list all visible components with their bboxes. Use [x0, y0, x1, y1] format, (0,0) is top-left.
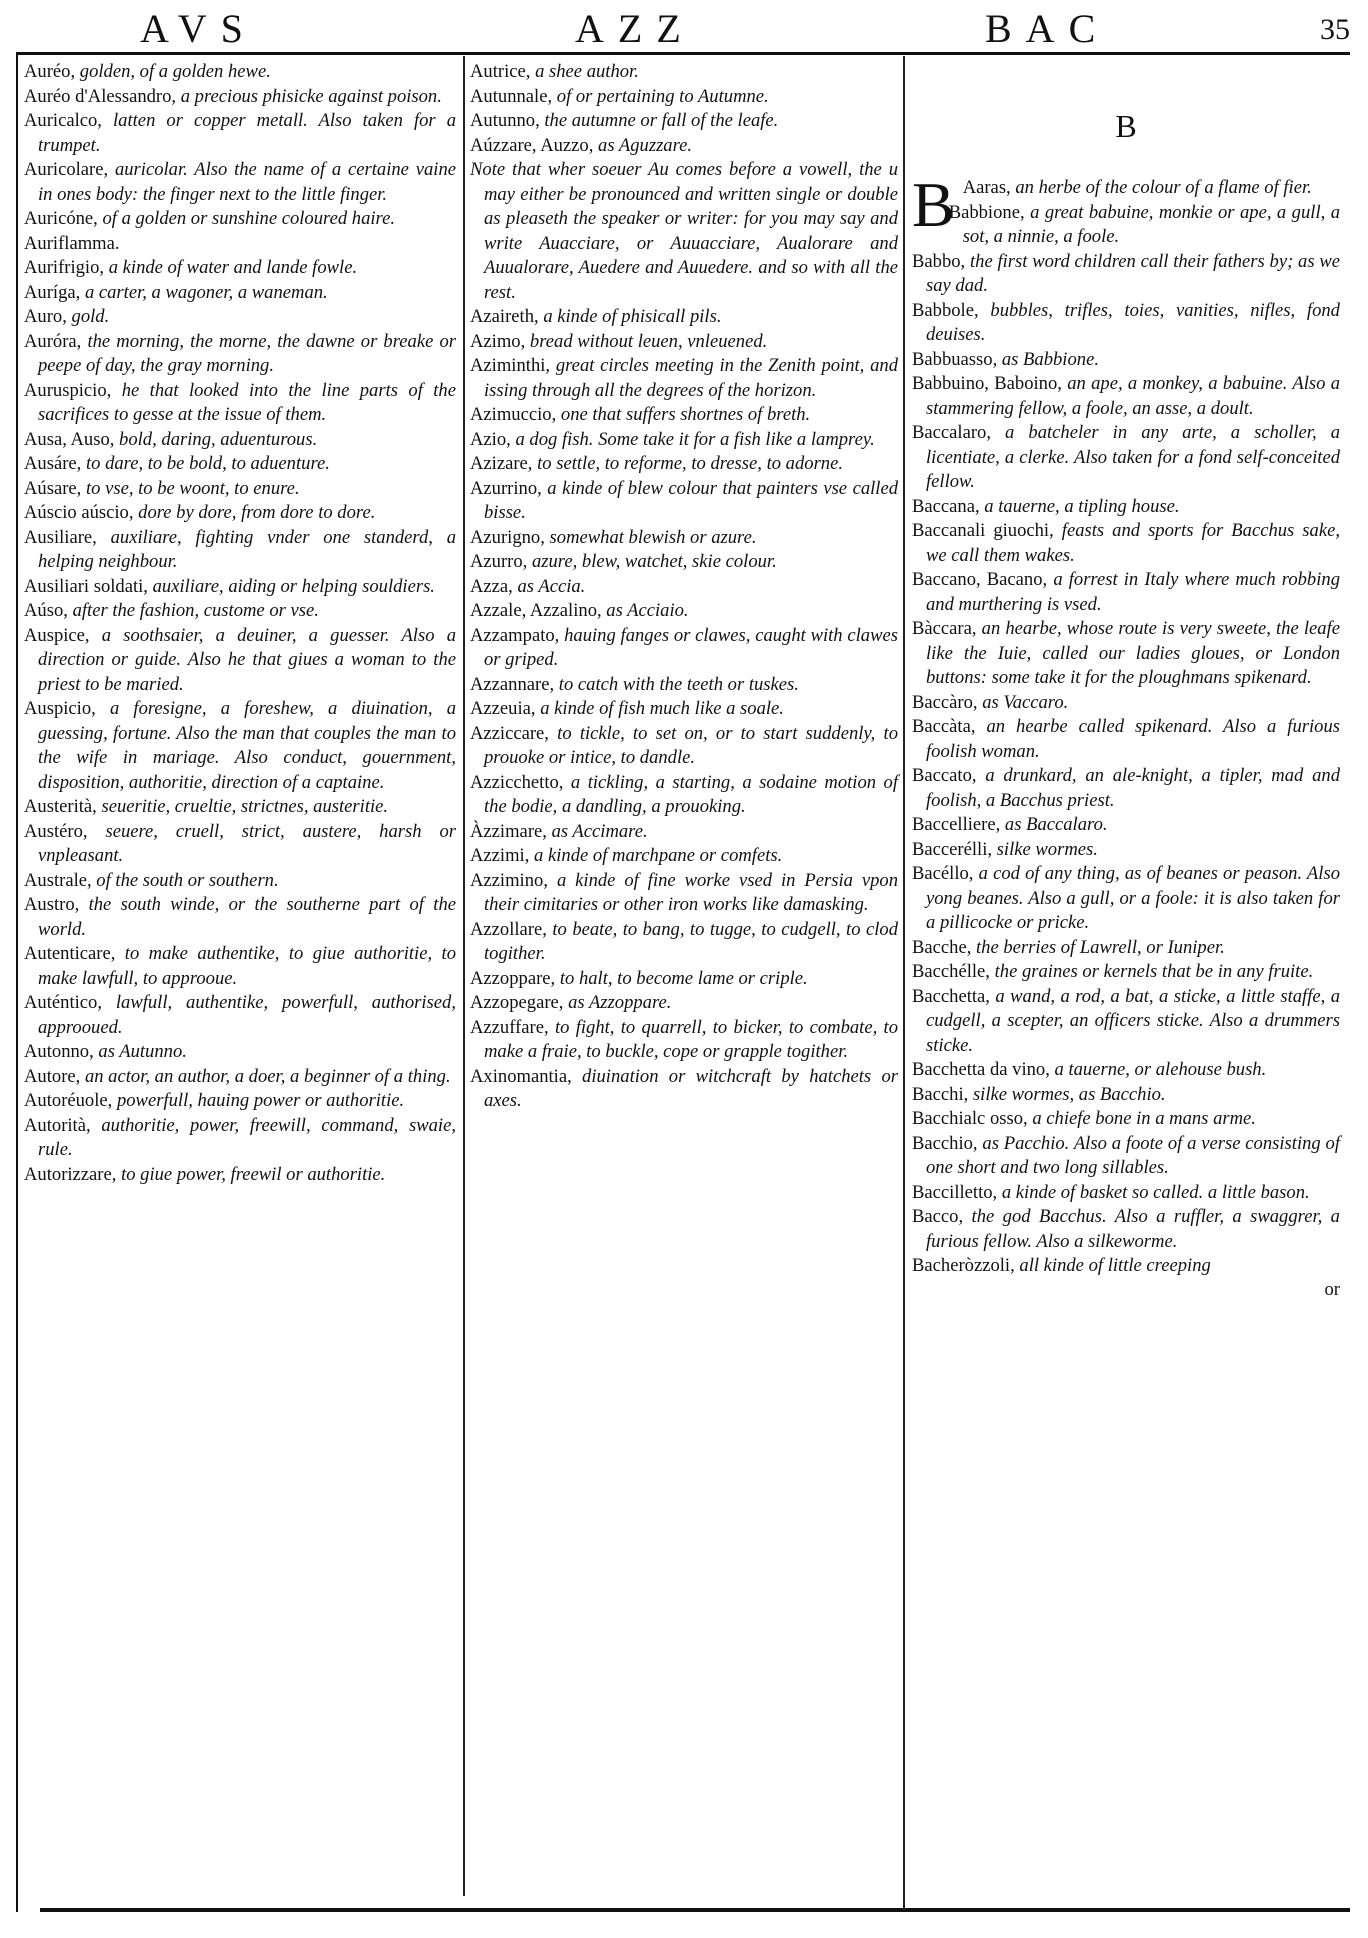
entry-definition: all kinde of little creeping	[1019, 1255, 1211, 1276]
entry-definition: to vse, to be woont, to enure.	[85, 477, 300, 499]
dictionary-entry	[24, 477, 456, 502]
entry-headword: Ausáre,	[24, 453, 82, 474]
entry-headword: Australe,	[24, 869, 92, 891]
entry-definition: a wand, a rod, a bat, a sticke, a little staffe, a cudgell, a scepter, an officers sticke. Also a drummers sticke.	[926, 985, 1340, 1056]
entry-headword: Azurigno,	[470, 526, 545, 548]
dictionary-entry	[470, 330, 898, 355]
entry-headword: Bacchetta,	[912, 985, 990, 1007]
entry-headword: Autenticare,	[24, 943, 116, 964]
dictionary-entry	[24, 1065, 456, 1090]
entry-definition: seuere, cruell, strict, austere, harsh or vnpleasant.	[38, 820, 456, 866]
dictionary-entry	[470, 869, 898, 918]
entry-headword: Azurrino,	[470, 477, 542, 499]
entry-definition: diuination or witchcraft by hatchets or axes.	[484, 1065, 898, 1111]
entry-definition: to dare, to be bold, to aduenture.	[85, 453, 330, 474]
entry-definition: as Accia.	[517, 575, 586, 597]
entry-definition: to tickle, to set on, or to start suddenly, to prouoke or intice, to dandle.	[484, 722, 898, 768]
entry-headword: Babbuino, Baboino,	[912, 373, 1062, 394]
entry-headword: Azzollare,	[470, 918, 547, 940]
entry-definition: a tickling, a starting, a sodaine motion of the bodie, a dandling, a prouoking.	[484, 771, 898, 817]
entry-headword: Àzzimare,	[470, 820, 547, 842]
running-head-left: AVS	[140, 6, 257, 51]
dictionary-entry	[912, 372, 1340, 421]
entry-definition: an herbe of the colour of a flame of fier.	[1015, 177, 1312, 198]
dictionary-entry	[24, 452, 456, 477]
dictionary-entry	[912, 715, 1340, 764]
dictionary-entry	[912, 936, 1340, 961]
entry-headword: Auréo d'Alessandro,	[24, 85, 177, 107]
entry-definition: to beate, to bang, to tugge, to cudgell, to clod togither.	[484, 918, 898, 964]
drop-capital: B	[912, 169, 955, 240]
entry-headword: Autonno,	[24, 1041, 94, 1062]
entry-headword: Azimo,	[470, 330, 526, 352]
entry-definition: bread without leuen, vnleuened.	[529, 330, 768, 352]
entry-definition: bubbles, trifles, toies, vanities, nifles, fond deuises.	[926, 299, 1340, 345]
dictionary-entry	[912, 299, 1340, 348]
entry-headword: Austerità,	[24, 796, 97, 817]
dictionary-entry	[470, 673, 898, 698]
entry-definition: a tauerne, or alehouse bush.	[1054, 1059, 1267, 1080]
entry-headword: Autoréuole,	[24, 1090, 113, 1111]
entry-headword: Azzimi,	[470, 845, 530, 866]
dictionary-entry	[24, 232, 456, 257]
entry-headword: Aúsare,	[24, 477, 82, 499]
page-header	[0, 8, 1368, 50]
entry-headword: Autunnale,	[470, 85, 553, 107]
entry-headword: Bacco,	[912, 1206, 964, 1227]
dictionary-entry	[24, 281, 456, 306]
entry-definition: as Baccalaro.	[1004, 814, 1108, 835]
entry-headword: Auréo,	[24, 61, 76, 82]
entry-headword: Auriflamma.	[24, 232, 120, 254]
dictionary-entry	[470, 771, 898, 820]
entry-definition: seueritie, crueltie, strictnes, austeritie.	[101, 796, 389, 817]
entry-definition: a batcheler in any arte, a scholler, a licentiate, a clerke. Also taken for a fond self-conceited fellow.	[926, 422, 1340, 492]
entry-headword: Auricóne,	[24, 208, 98, 229]
dictionary-entry	[24, 526, 456, 575]
dictionary-entry	[470, 85, 898, 110]
entry-definition: after the fashion, custome or vse.	[72, 600, 319, 621]
dictionary-entry	[912, 691, 1340, 716]
entry-definition: a drunkard, an ale-knight, a tipler, mad and foolish, a Bacchus priest.	[926, 765, 1340, 811]
dictionary-entry	[24, 305, 456, 330]
entry-headword: Baccana,	[912, 495, 980, 517]
dictionary-entry	[912, 838, 1340, 863]
dictionary-entry	[912, 862, 1340, 936]
entry-definition: the first word children call their fathers by; as we say dad.	[926, 250, 1340, 296]
entry-definition: auricolar. Also the name of a certaine vaine in ones body: the finger next to the little finger.	[38, 159, 456, 205]
dictionary-entry	[912, 1107, 1340, 1132]
entry-definition: as Babbione.	[1001, 348, 1099, 370]
dictionary-entry	[24, 109, 456, 158]
entry-headword: Azziccare,	[470, 722, 549, 744]
running-head-middle: AZZ	[575, 6, 695, 51]
entry-headword: Babbione,	[948, 201, 1025, 223]
entry-definition: to giue power, freewil or authoritie.	[121, 1163, 386, 1185]
entry-headword: Babbo,	[912, 250, 966, 272]
dictionary-entry	[912, 617, 1340, 691]
dictionary-entry	[24, 599, 456, 624]
entry-headword: Bacchi,	[912, 1083, 969, 1105]
dictionary-entry	[470, 1016, 898, 1065]
entry-headword: Baccanali giuochi,	[912, 520, 1054, 541]
dictionary-entry	[470, 697, 898, 722]
entry-headword: Bacchialc osso,	[912, 1108, 1028, 1129]
entry-definition: a precious phisicke against poison.	[180, 85, 442, 107]
dictionary-entry	[912, 1132, 1340, 1181]
column-divider-2	[903, 56, 905, 1908]
entry-headword: Azzeuia,	[470, 698, 536, 719]
entry-headword: Austéro,	[24, 820, 88, 842]
entry-headword: Baccato,	[912, 765, 977, 786]
dictionary-entry	[912, 201, 1340, 250]
entry-headword: Bacche,	[912, 936, 972, 958]
entry-headword: Azimuccio,	[470, 404, 557, 425]
column-middle	[470, 60, 898, 1114]
dictionary-entry	[470, 550, 898, 575]
dictionary-entry	[470, 575, 898, 600]
dictionary-entry	[470, 1065, 898, 1114]
dictionary-entry	[470, 452, 898, 477]
entry-headword: Bacchélle,	[912, 961, 990, 982]
entry-definition: an hearbe, whose route is very sweete, the leafe like the Iuie, called our ladies gloues, or London buttons: some take it for the ploughmans spikenard.	[926, 618, 1340, 688]
entry-headword: Auspicio,	[24, 698, 96, 719]
dictionary-entry	[470, 158, 898, 305]
entry-headword: Baccàro,	[912, 691, 978, 713]
entry-definition: silke wormes, as Bacchio.	[972, 1083, 1166, 1105]
column-right	[912, 60, 1340, 1301]
entry-definition: the autumne or fall of the leafe.	[544, 110, 779, 131]
entry-definition: great circles meeting in the Zenith point, and issing through all the degrees of the horizon.	[484, 355, 898, 401]
entry-definition: the south winde, or the southerne part of the world.	[38, 894, 456, 940]
entry-headword: Autorità,	[24, 1114, 91, 1136]
entry-definition: a great babuine, monkie or ape, a gull, a sot, a ninnie, a foole.	[962, 201, 1341, 247]
running-head-right: BAC	[985, 6, 1110, 51]
dictionary-entry	[24, 869, 456, 894]
entry-headword: Baccelliere,	[912, 814, 1001, 835]
entry-definition: authoritie, power, freewill, command, swaie, rule.	[38, 1114, 456, 1160]
entry-definition: an hearbe called spikenard. Also a furious foolish woman.	[926, 716, 1340, 762]
entry-headword: Axinomantia,	[470, 1065, 572, 1087]
dictionary-entry	[912, 519, 1340, 568]
entry-definition: the morning, the morne, the dawne or breake or peepe of day, the gray morning.	[38, 330, 456, 376]
entry-definition: an ape, a monkey, a babuine. Also a stammering fellow, a foole, an asse, a doult.	[926, 373, 1340, 419]
entry-headword: Baccerélli,	[912, 838, 993, 860]
dictionary-entry	[912, 985, 1340, 1059]
entry-headword: Azzampato,	[470, 624, 560, 646]
entry-definition: a kinde of marchpane or comfets.	[534, 845, 783, 866]
entry-definition: powerfull, hauing power or authoritie.	[116, 1090, 405, 1111]
dictionary-entry	[912, 764, 1340, 813]
entry-definition: dore by dore, from dore to dore.	[138, 502, 376, 523]
entry-definition: auxiliare, fighting vnder one standerd, a helping neighbour.	[38, 526, 456, 572]
entry-definition: a dog fish. Some take it for a fish like a lamprey.	[515, 428, 875, 450]
catchword: or	[1324, 1278, 1340, 1300]
entry-definition: bold, daring, aduenturous.	[119, 428, 318, 450]
entry-definition: as Accimare.	[551, 820, 648, 842]
entry-headword: Azzale, Azzalino,	[470, 600, 602, 621]
entry-definition: a foresigne, a foreshew, a diuination, a guessing, fortune. Also the man that couples the man to the wife in mariage. Also conduct, gouernment, disposition, authoritie, direction of a captaine.	[38, 698, 456, 793]
entry-definition: he that looked into the line parts of the sacrifices to gesse at the issue of them.	[38, 379, 456, 425]
dictionary-entry	[24, 379, 456, 428]
entry-headword: Baccilletto,	[912, 1181, 998, 1203]
entry-headword: Autunno,	[470, 110, 540, 131]
entry-headword: Azzuffare,	[470, 1016, 549, 1038]
dictionary-entry	[470, 599, 898, 624]
entry-definition: as Autunno.	[98, 1041, 187, 1062]
entry-definition: to settle, to reforme, to dresse, to adorne.	[537, 453, 844, 474]
entry-headword: Ausa, Auso,	[24, 428, 115, 450]
entry-headword: Bacchio,	[912, 1132, 978, 1154]
entry-headword: Baccalaro,	[912, 422, 991, 443]
dictionary-entry	[24, 1089, 456, 1114]
dictionary-entry	[470, 967, 898, 992]
dictionary-entry	[24, 501, 456, 526]
dictionary-entry	[24, 60, 456, 85]
dictionary-entry	[24, 1114, 456, 1163]
dictionary-entry	[470, 428, 898, 453]
entry-definition: gold.	[71, 306, 110, 327]
entry-definition: an actor, an author, a doer, a beginner of a thing.	[84, 1065, 451, 1087]
entry-definition: of a golden or sunshine coloured haire.	[102, 208, 395, 229]
header-rule	[16, 52, 1350, 55]
entry-headword: Bacchetta da vino,	[912, 1059, 1050, 1080]
entry-definition: to catch with the teeth or tuskes.	[558, 673, 799, 695]
dictionary-entry	[912, 1083, 1340, 1108]
dictionary-entry	[470, 60, 898, 85]
dictionary-entry	[24, 207, 456, 232]
entry-headword: Aúscio aúscio,	[24, 502, 134, 523]
dictionary-entry	[24, 893, 456, 942]
entry-headword: Auríga,	[24, 281, 81, 303]
dictionary-entry	[912, 960, 1340, 985]
dictionary-entry	[24, 1040, 456, 1065]
entry-headword: Bàccara,	[912, 618, 977, 639]
entry-definition: feasts and sports for Bacchus sake, we call them wakes.	[926, 520, 1340, 566]
entry-definition: to fight, to quarrell, to bicker, to combate, to make a fraie, to buckle, cope or grapple togither.	[484, 1016, 898, 1062]
entry-headword: Aúzzare, Auzzo,	[470, 134, 594, 156]
entry-definition: somewhat blewish or azure.	[549, 526, 757, 548]
dictionary-entry	[470, 134, 898, 159]
entry-definition: a forrest in Italy where much robbing and murthering is vsed.	[926, 569, 1340, 615]
entry-headword: Azio,	[470, 428, 511, 450]
entry-definition: the graines or kernels that be in any fruite.	[994, 961, 1314, 982]
dictionary-entry	[912, 495, 1340, 520]
entry-definition: to halt, to become lame or criple.	[559, 967, 808, 989]
entry-headword: Auricalco,	[24, 110, 102, 131]
entry-headword: Azzannare,	[470, 673, 555, 695]
entry-definition: Note that wher soeuer Au comes before a vowell, the u may either be pronounced and written single or double as pleaseth the speaker or writer: for you may say and write Auacciare, or Auuacciare, Aualorare and Auualorare, Auedere and Auuedere. and so with all the rest.	[470, 159, 898, 303]
dictionary-entry	[470, 109, 898, 134]
entry-definition: as Acciaio.	[606, 600, 689, 621]
column-left	[24, 60, 456, 1187]
entry-definition: silke wormes.	[996, 838, 1098, 860]
dictionary-entry	[470, 820, 898, 845]
entry-headword: Auróra,	[24, 330, 82, 352]
dictionary-entry	[24, 158, 456, 207]
dictionary-entry	[912, 421, 1340, 495]
entry-headword: Babbuasso,	[912, 348, 998, 370]
entry-headword: Azurro,	[470, 551, 528, 572]
entry-headword: Azaireth,	[470, 306, 539, 327]
dictionary-entry	[470, 477, 898, 526]
dictionary-entry	[470, 354, 898, 403]
dictionary-entry	[912, 250, 1340, 299]
entry-definition: latten or copper metall. Also taken for a trumpet.	[38, 110, 456, 156]
entry-definition: to make authentike, to giue authoritie, to make lawfull, to approoue.	[38, 943, 456, 989]
entry-headword: Baccàta,	[912, 716, 976, 737]
entry-headword: Autrice,	[470, 61, 531, 82]
dictionary-entry	[24, 942, 456, 991]
dictionary-entry	[24, 697, 456, 795]
entry-definition: a carter, a wagoner, a waneman.	[84, 281, 328, 303]
entry-definition: a tauerne, a tipling house.	[984, 495, 1180, 517]
column-divider-1	[463, 56, 465, 1896]
entry-headword: Bacéllo,	[912, 863, 974, 884]
entry-definition: a kinde of water and lande fowle.	[108, 257, 358, 278]
entry-headword: Auspice,	[24, 624, 90, 646]
dictionary-entry	[912, 348, 1340, 373]
entry-definition: the berries of Lawrell, or Iuniper.	[976, 936, 1225, 958]
section-heading-b: B	[1115, 108, 1137, 144]
dictionary-entry	[470, 918, 898, 967]
entry-headword: Aúso,	[24, 600, 68, 621]
entry-headword: Auro,	[24, 306, 67, 327]
entry-headword: Aurifrigio,	[24, 257, 105, 278]
dictionary-entry	[24, 624, 456, 698]
entry-definition: auxiliare, aiding or helping souldiers.	[152, 575, 435, 597]
entry-headword: Auricolare,	[24, 159, 109, 180]
dictionary-entry	[470, 844, 898, 869]
dictionary-entry	[470, 722, 898, 771]
entry-headword: Ausiliare,	[24, 526, 97, 548]
entry-headword: Baccano, Bacano,	[912, 569, 1048, 590]
dictionary-entry	[24, 85, 456, 110]
page-number: 35	[1320, 13, 1350, 46]
dictionary-entry	[24, 330, 456, 379]
dictionary-entry	[24, 575, 456, 600]
entry-headword: Aaras,	[962, 177, 1011, 198]
entry-headword: Auténtico,	[24, 992, 102, 1013]
entry-headword: Ausiliari soldati,	[24, 575, 148, 597]
entry-headword: Azzicchetto,	[470, 771, 564, 793]
dictionary-entry	[912, 1205, 1340, 1254]
entry-definition: a kinde of phisicall pils.	[543, 306, 722, 327]
entry-definition: of the south or southern.	[96, 869, 279, 891]
dictionary-entry	[470, 624, 898, 673]
dictionary-entry	[470, 991, 898, 1016]
entry-definition: the god Bacchus. Also a ruffler, a swaggrer, a furious fellow. Also a silkeworme.	[926, 1206, 1340, 1252]
footer-rule	[40, 1908, 1350, 1912]
entry-definition: a cod of any thing, as of beanes or peason. Also yong beanes. Also a gull, or a foole: it is also taken for a pillicocke or pricke.	[926, 863, 1340, 933]
entry-definition: as Azzoppare.	[568, 992, 672, 1013]
entry-definition: a kinde of basket so called. a little bason.	[1001, 1181, 1310, 1203]
dictionary-entry	[24, 820, 456, 869]
entry-headword: Auruspicio,	[24, 379, 112, 401]
entry-headword: Autore,	[24, 1065, 81, 1087]
dictionary-entry	[24, 991, 456, 1040]
left-border-rule	[16, 52, 18, 1912]
entry-definition: as Pacchio. Also a foote of a verse consisting of one short and two long sillables.	[926, 1132, 1340, 1178]
dictionary-entry	[912, 813, 1340, 838]
entry-definition: a soothsaier, a deuiner, a guesser. Also a direction or guide. Also he that giues a woman to the priest to be maried.	[38, 624, 456, 695]
entry-definition: a kinde of fish much like a soale.	[540, 698, 784, 719]
dictionary-entry	[912, 568, 1340, 617]
entry-headword: Azzopegare,	[470, 992, 564, 1013]
dictionary-entry	[912, 1058, 1340, 1083]
dictionary-entry	[24, 795, 456, 820]
entry-definition: of or pertaining to Autumne.	[556, 85, 769, 107]
entry-headword: Aziminthi,	[470, 355, 551, 376]
column-right-entries	[912, 201, 1340, 1279]
entry-definition: one that suffers shortnes of breth.	[560, 404, 811, 425]
entry-headword: Austro,	[24, 894, 80, 915]
dictionary-entry	[24, 1163, 456, 1188]
entry-definition: a shee author.	[535, 61, 639, 82]
dictionary-entry	[912, 1254, 1340, 1279]
entry-headword: Babbole,	[912, 299, 979, 321]
entry-definition: lawfull, authentike, powerfull, authorised, approoued.	[38, 992, 456, 1038]
entry-definition: a kinde of fine worke vsed in Persia vpon their cimitaries or other iron works like damasking.	[484, 869, 898, 915]
entry-definition: golden, of a golden hewe.	[79, 61, 271, 82]
entry-headword: Azizare,	[470, 453, 533, 474]
dictionary-entry	[24, 256, 456, 281]
dictionary-entry	[24, 428, 456, 453]
entry-definition: as Vaccaro.	[982, 691, 1069, 713]
entry-definition: azure, blew, watchet, skie colour.	[531, 551, 777, 572]
entry-headword: Azzoppare,	[470, 967, 556, 989]
dictionary-entry	[912, 1181, 1340, 1206]
dictionary-entry	[470, 526, 898, 551]
entry-headword: Azza,	[470, 575, 513, 597]
dictionary-entry	[470, 305, 898, 330]
entry-definition: a chiefe bone in a mans arme.	[1032, 1108, 1256, 1129]
dictionary-entry	[470, 403, 898, 428]
entry-definition: as Aguzzare.	[598, 134, 693, 156]
entry-headword: Azzimino,	[470, 869, 548, 891]
entry-headword: Bacheròzzoli,	[912, 1255, 1015, 1276]
entry-definition: a kinde of blew colour that painters vse called bisse.	[484, 477, 898, 523]
entry-headword: Autorizzare,	[24, 1163, 117, 1185]
entry-definition: hauing fanges or clawes, caught with clawes or griped.	[484, 624, 898, 670]
